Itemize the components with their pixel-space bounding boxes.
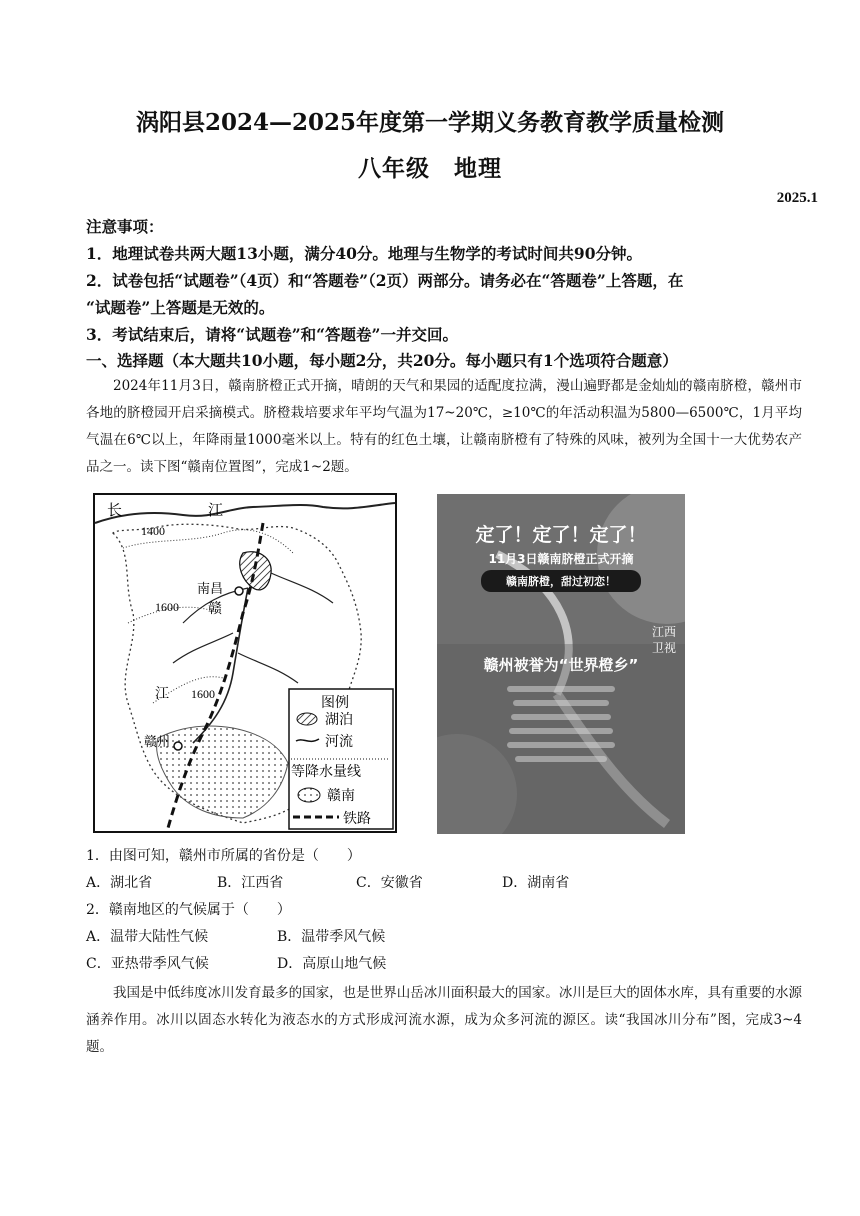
label-ganzhou: 赣州 <box>144 735 171 750</box>
label-chang: 长 <box>107 501 123 519</box>
photo-tagline: 赣南脐橙，甜过初恋！ <box>506 575 616 588</box>
gannan-orange-news-photo <box>437 494 685 834</box>
question-2-option-d: D．高原山地气候 <box>277 956 387 972</box>
nanchang-city <box>235 587 243 595</box>
map-svg <box>93 493 397 833</box>
legend-railway: 铁路 <box>343 811 371 827</box>
question-2-option-a: A．温带大陆性气候 <box>86 929 209 945</box>
label-iso1600a: 1600 <box>155 600 179 614</box>
question-2-option-c: C．亚热带季风气候 <box>86 956 209 972</box>
question-1-option-c: C．安徽省 <box>356 875 423 891</box>
question-1-stem: 1．由图可知，赣州市所属的省份是（ ） <box>86 848 361 864</box>
glacier-intro: 我国是中低纬度冰川发育最多的国家，也是世界山岳冰川面积最大的国家。冰川是巨大的固体水库，具有重要的水源涵养作用。冰川以固态水转化为液态水的方式形成河流水源，成为众多河流的源区。读“我国冰川分布”图，完成3~4题。 <box>86 985 802 1055</box>
question-2-option-b: B．温带季风气候 <box>277 929 386 945</box>
photo-headline: 赣州被誉为“世界橙乡” <box>483 656 639 674</box>
notice-item-3: 3．考试结束后，请将“试题卷”和“答题卷”一并交回。 <box>86 325 458 344</box>
exam-subtitle: 八年级 地理 <box>358 155 502 182</box>
label-jiang-mid: 江 <box>155 686 169 702</box>
label-jiang-top: 江 <box>208 501 224 519</box>
photo-banner: 定了！定了！定了！ <box>475 524 647 546</box>
label-iso1400: 1400 <box>141 524 165 538</box>
legend-title: 图例 <box>321 695 349 711</box>
question-1-option-d: D．湖南省 <box>502 875 570 891</box>
gannan-location-map <box>93 493 397 833</box>
question-1-option-a: A．湖北省 <box>86 875 153 891</box>
label-iso1600b: 1600 <box>191 687 215 701</box>
exam-title: 涡阳县2024—2025年度第一学期义务教育教学质量检测 <box>135 109 725 136</box>
label-nanchang: 南昌 <box>197 582 224 597</box>
legend-lake: 湖泊 <box>325 712 353 728</box>
label-gan: 赣 <box>208 601 222 617</box>
notice-item-2: 2．试卷包括“试题卷”（4页）和“答题卷”（2页）两部分。请务必在“答题卷”上答题，在 <box>86 271 684 290</box>
legend-lake-symbol <box>297 713 317 725</box>
notice-item-2-cont: “试题卷”上答题是无效的。 <box>86 298 275 317</box>
photo-subtitle: 11月3日赣南脐橙正式开摘 <box>488 552 634 566</box>
section-1-intro: 2024年11月3日，赣南脐橙正式开摘，晴朗的天气和果园的适配度拉满，漫山遍野都是金灿灿的赣南脐橙，赣州市各地的脐橙园开启采摘模式。脐橙栽培要求年平均气温为17~20℃，≥10℃的年活动积温为5800—6500℃，1月平均气温在6℃以上，年降雨量1000毫米以上。特有的红色土壤，让赣南脐橙有了特殊的风味，被列为全国十一大优势农产品之一。读下图“赣南位置图”，完成1~2题。 <box>86 378 802 475</box>
question-1-option-b: B．江西省 <box>217 875 284 891</box>
photo-station-logo: 江西卫视 <box>651 625 676 655</box>
section-1-heading: 一、选择题（本大题共10小题，每小题2分，共20分。每小题只有1个选项符合题意） <box>86 351 678 370</box>
question-2-stem: 2．赣南地区的气候属于（ ） <box>86 902 291 918</box>
ganzhou-city <box>174 742 182 750</box>
photo-blurred-text-block <box>507 682 615 786</box>
notice-heading: 注意事项： <box>86 217 164 236</box>
legend-river: 河流 <box>325 734 353 750</box>
legend-isohyet: 等降水量线 <box>291 764 361 780</box>
legend-gannan-symbol <box>298 788 320 802</box>
legend-gannan: 赣南 <box>327 788 355 804</box>
exam-date: 2025.1 <box>776 190 818 206</box>
notice-item-1: 1．地理试卷共两大题13小题，满分40分。地理与生物学的考试时间共90分钟。 <box>86 244 642 263</box>
